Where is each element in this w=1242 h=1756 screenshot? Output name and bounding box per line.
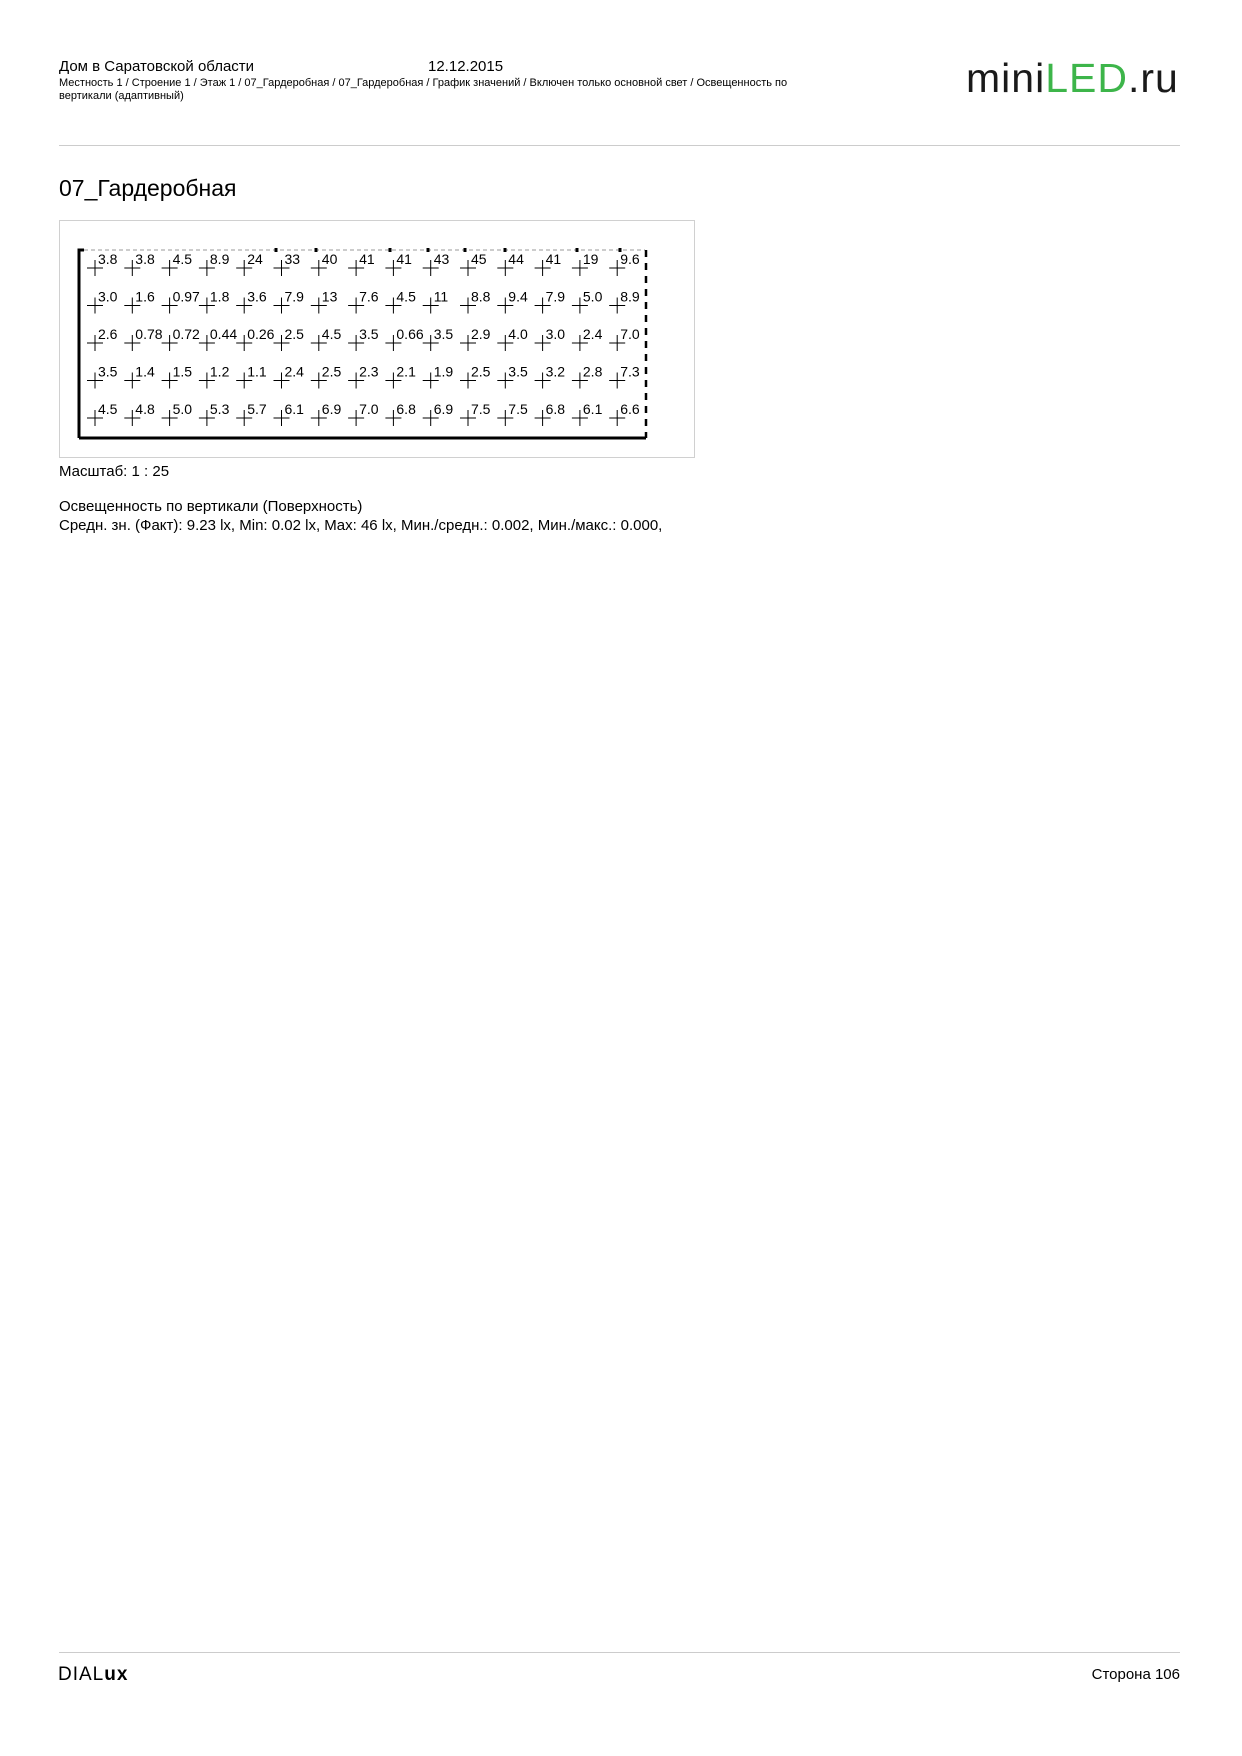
calc-point-value: 7.5 xyxy=(471,401,491,417)
surface-statistics: Средн. зн. (Факт): 9.23 lx, Min: 0.02 lx, Max: 46 lx, Мин./средн.: 0.002, Мин./макс.: 0.000, xyxy=(59,517,663,534)
calc-point-value: 41 xyxy=(359,251,375,267)
calc-point-value: 7.0 xyxy=(620,326,640,342)
calc-point-value: 7.0 xyxy=(359,401,379,417)
calc-point-value: 41 xyxy=(396,251,412,267)
calc-point-value: 7.9 xyxy=(284,288,304,305)
calc-point-value: 6.9 xyxy=(321,401,342,417)
calc-point-value: 41 xyxy=(545,251,562,267)
calc-point-value: 33 xyxy=(284,251,301,267)
calc-point-value: 4.5 xyxy=(172,251,193,267)
calc-point-value: 5.7 xyxy=(247,401,267,417)
calc-point-value: 24 xyxy=(247,251,263,267)
calc-point-value: 0.66 xyxy=(396,326,424,342)
calc-point-value: 2.6 xyxy=(98,326,118,342)
calc-point-value: 3.5 xyxy=(433,326,454,342)
calc-point-value: 2.5 xyxy=(471,363,491,380)
page-number: Сторона 106 xyxy=(1091,1666,1180,1683)
calc-point-value: 4.0 xyxy=(508,326,528,342)
calc-point-value: 3.6 xyxy=(247,288,267,305)
calc-point-value: 0.26 xyxy=(247,326,275,342)
calc-point-value: 1.1 xyxy=(247,363,267,380)
value-chart-frame xyxy=(59,220,695,458)
calc-point-value: 2.5 xyxy=(284,326,304,342)
report-date: 12.12.2015 xyxy=(428,58,504,75)
calc-point-value: 8.8 xyxy=(471,288,491,305)
header-divider xyxy=(59,145,1180,146)
calc-point-value: 2.5 xyxy=(321,363,342,380)
calc-point-value: 45 xyxy=(471,251,487,267)
brand-light: DIAL xyxy=(58,1664,105,1685)
calculation-points xyxy=(87,251,640,426)
dialux-logo xyxy=(58,1664,128,1686)
calc-point-value: 6.8 xyxy=(396,401,416,417)
calc-point-value: 1.2 xyxy=(209,363,230,380)
calc-point-value: 44 xyxy=(508,251,524,267)
calc-point-value: 0.97 xyxy=(172,288,200,305)
calc-point-value: 3.5 xyxy=(359,326,379,342)
calc-point-value: 2.8 xyxy=(582,363,603,380)
calc-point-value: 4.8 xyxy=(135,401,155,417)
calc-point-value: 2.3 xyxy=(359,363,379,380)
calc-point-value: 2.4 xyxy=(582,326,603,342)
calc-point-value: 3.5 xyxy=(98,363,118,380)
breadcrumb: Местность 1 / Строение 1 / Этаж 1 / 07_Гардеробная / 07_Гардеробная / График значений / Включен только основной свет / Освещенность по вертикали (адаптивный) xyxy=(59,77,788,102)
brand-bold: ux xyxy=(104,1664,129,1685)
project-name: Дом в Саратовской области xyxy=(59,58,255,75)
room-title: 07_Гардеробная xyxy=(59,175,237,201)
calc-point-value: 3.2 xyxy=(545,363,566,380)
calc-point-value: 19 xyxy=(582,251,599,267)
calc-point-value: 4.5 xyxy=(396,288,416,305)
logo-highlight: LED xyxy=(1045,55,1128,101)
calc-point-value: 0.44 xyxy=(209,326,238,342)
calc-point-value: 8.9 xyxy=(209,251,230,267)
calc-point-value: 40 xyxy=(321,251,338,267)
calc-point-value: 0.78 xyxy=(135,326,163,342)
calc-point-value: 9.4 xyxy=(508,288,528,305)
calc-point-value: 6.9 xyxy=(433,401,454,417)
calc-point-value: 7.6 xyxy=(359,288,379,305)
logo-suffix: .ru xyxy=(1127,55,1179,101)
calc-point-value: 1.8 xyxy=(209,288,230,305)
calc-point-value: 6.8 xyxy=(545,401,566,417)
calc-point-value: 3.0 xyxy=(98,288,118,305)
calc-point-value: 2.4 xyxy=(284,363,304,380)
calc-point-value: 3.8 xyxy=(135,251,155,267)
illuminance-value-plot xyxy=(60,221,694,457)
calc-point-value: 7.3 xyxy=(620,363,640,380)
calc-point-value: 5.0 xyxy=(582,288,603,305)
calc-point-value: 0.72 xyxy=(172,326,200,342)
calc-point-value: 2.9 xyxy=(471,326,491,342)
calc-point-value: 6.1 xyxy=(582,401,603,417)
logo-prefix: mini xyxy=(966,55,1046,101)
calc-point-value: 1.5 xyxy=(172,363,193,380)
calc-point-value: 8.9 xyxy=(620,288,640,305)
calc-point-value: 43 xyxy=(433,251,450,267)
calc-point-value: 7.9 xyxy=(545,288,566,305)
calc-point-value: 3.5 xyxy=(508,363,528,380)
calc-point-value: 1.4 xyxy=(135,363,155,380)
calc-point-value: 3.8 xyxy=(98,251,118,267)
calc-point-value: 13 xyxy=(321,288,338,305)
miniled-logo xyxy=(966,54,1179,102)
calc-point-value: 4.5 xyxy=(321,326,342,342)
calc-point-value: 4.5 xyxy=(98,401,118,417)
calc-point-value: 1.6 xyxy=(135,288,155,305)
calc-point-value: 6.1 xyxy=(284,401,304,417)
surface-title: Освещенность по вертикали (Поверхность) xyxy=(59,498,363,515)
calc-point-value: 11 xyxy=(433,288,449,305)
calc-point-value: 6.6 xyxy=(620,401,640,417)
calc-point-value: 3.0 xyxy=(545,326,566,342)
scale-label: Масштаб: 1 : 25 xyxy=(59,463,170,480)
calc-point-value: 9.6 xyxy=(620,251,640,267)
calc-point-value: 5.0 xyxy=(172,401,193,417)
calc-point-value: 1.9 xyxy=(433,363,454,380)
calc-point-value: 7.5 xyxy=(508,401,528,417)
calc-point-value: 5.3 xyxy=(209,401,230,417)
calc-point-value: 2.1 xyxy=(396,363,416,380)
footer-divider xyxy=(59,1652,1180,1653)
